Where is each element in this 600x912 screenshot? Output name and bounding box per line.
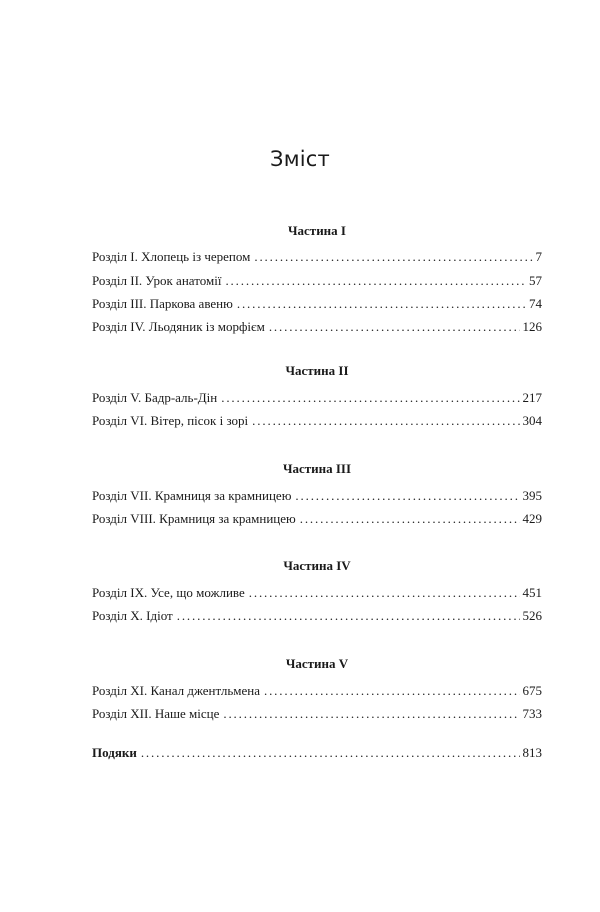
chapter-title: Розділ V. Бадр-аль-Дін [92, 390, 218, 405]
toc-entry[interactable] [92, 584, 542, 602]
toc-entry[interactable] [92, 487, 542, 505]
toc-entry[interactable] [92, 412, 542, 430]
part-heading-5: Частина V [285, 656, 349, 671]
chapter-title: Розділ VIII. Крамниця за крамницею [92, 511, 296, 526]
page-number: 526 [522, 608, 542, 623]
dot-leader [237, 295, 526, 313]
dot-leader [269, 318, 520, 336]
page-number: 57 [529, 273, 542, 288]
part-heading-2: Частина II [285, 363, 349, 378]
page-number: 304 [522, 413, 542, 428]
dot-leader [264, 682, 520, 700]
toc-entry[interactable] [92, 389, 542, 407]
dot-leader [177, 607, 520, 625]
chapter-title: Розділ I. Хлопець із черепом [92, 249, 251, 264]
chapter-title: Розділ XI. Канал джентльмена [92, 683, 260, 698]
page-number: 675 [522, 683, 542, 698]
acknowledgements-title: Подяки [92, 745, 137, 760]
toc-entry[interactable] [92, 272, 542, 290]
toc-entry[interactable] [92, 248, 542, 266]
part-heading-3: Частина III [282, 461, 352, 476]
toc-entry[interactable] [92, 510, 542, 528]
chapter-title: Розділ II. Урок анатомії [92, 273, 222, 288]
chapter-title: Розділ VII. Крамниця за крамницею [92, 488, 292, 503]
toc-entry[interactable] [92, 318, 542, 336]
dot-leader [225, 272, 526, 290]
dot-leader [300, 510, 520, 528]
dot-leader [141, 744, 520, 762]
chapter-title: Розділ X. Ідіот [92, 608, 173, 623]
page-number: 217 [522, 390, 542, 405]
page-number: 733 [522, 706, 542, 721]
page-number: 126 [522, 319, 542, 334]
page-number: 395 [522, 488, 542, 503]
chapter-title: Розділ XII. Наше місце [92, 706, 220, 721]
chapter-title: Розділ III. Паркова авеню [92, 296, 233, 311]
dot-leader [295, 487, 519, 505]
page-title: Зміст [270, 147, 330, 171]
page-number: 74 [529, 296, 542, 311]
part-heading-4: Частина IV [283, 558, 351, 573]
toc-entry[interactable] [92, 682, 542, 700]
toc-entry[interactable] [92, 705, 542, 723]
page-number: 429 [522, 511, 542, 526]
dot-leader [223, 705, 519, 723]
dot-leader [249, 584, 520, 602]
part-heading-1: Частина I [288, 223, 346, 238]
dot-leader [221, 389, 519, 407]
page-number: 7 [535, 249, 542, 264]
chapter-title: Розділ IV. Льодяник із морфієм [92, 319, 265, 334]
chapter-title: Розділ IX. Усе, що можливе [92, 585, 245, 600]
page-number: 451 [522, 585, 542, 600]
dot-leader [254, 248, 532, 266]
page-number: 813 [522, 745, 542, 760]
toc-entry[interactable] [92, 607, 542, 625]
dot-leader [252, 412, 519, 430]
toc-entry[interactable] [92, 295, 542, 313]
chapter-title: Розділ VI. Вітер, пісок і зорі [92, 413, 249, 428]
toc-entry-acknowledgements[interactable] [92, 744, 542, 762]
